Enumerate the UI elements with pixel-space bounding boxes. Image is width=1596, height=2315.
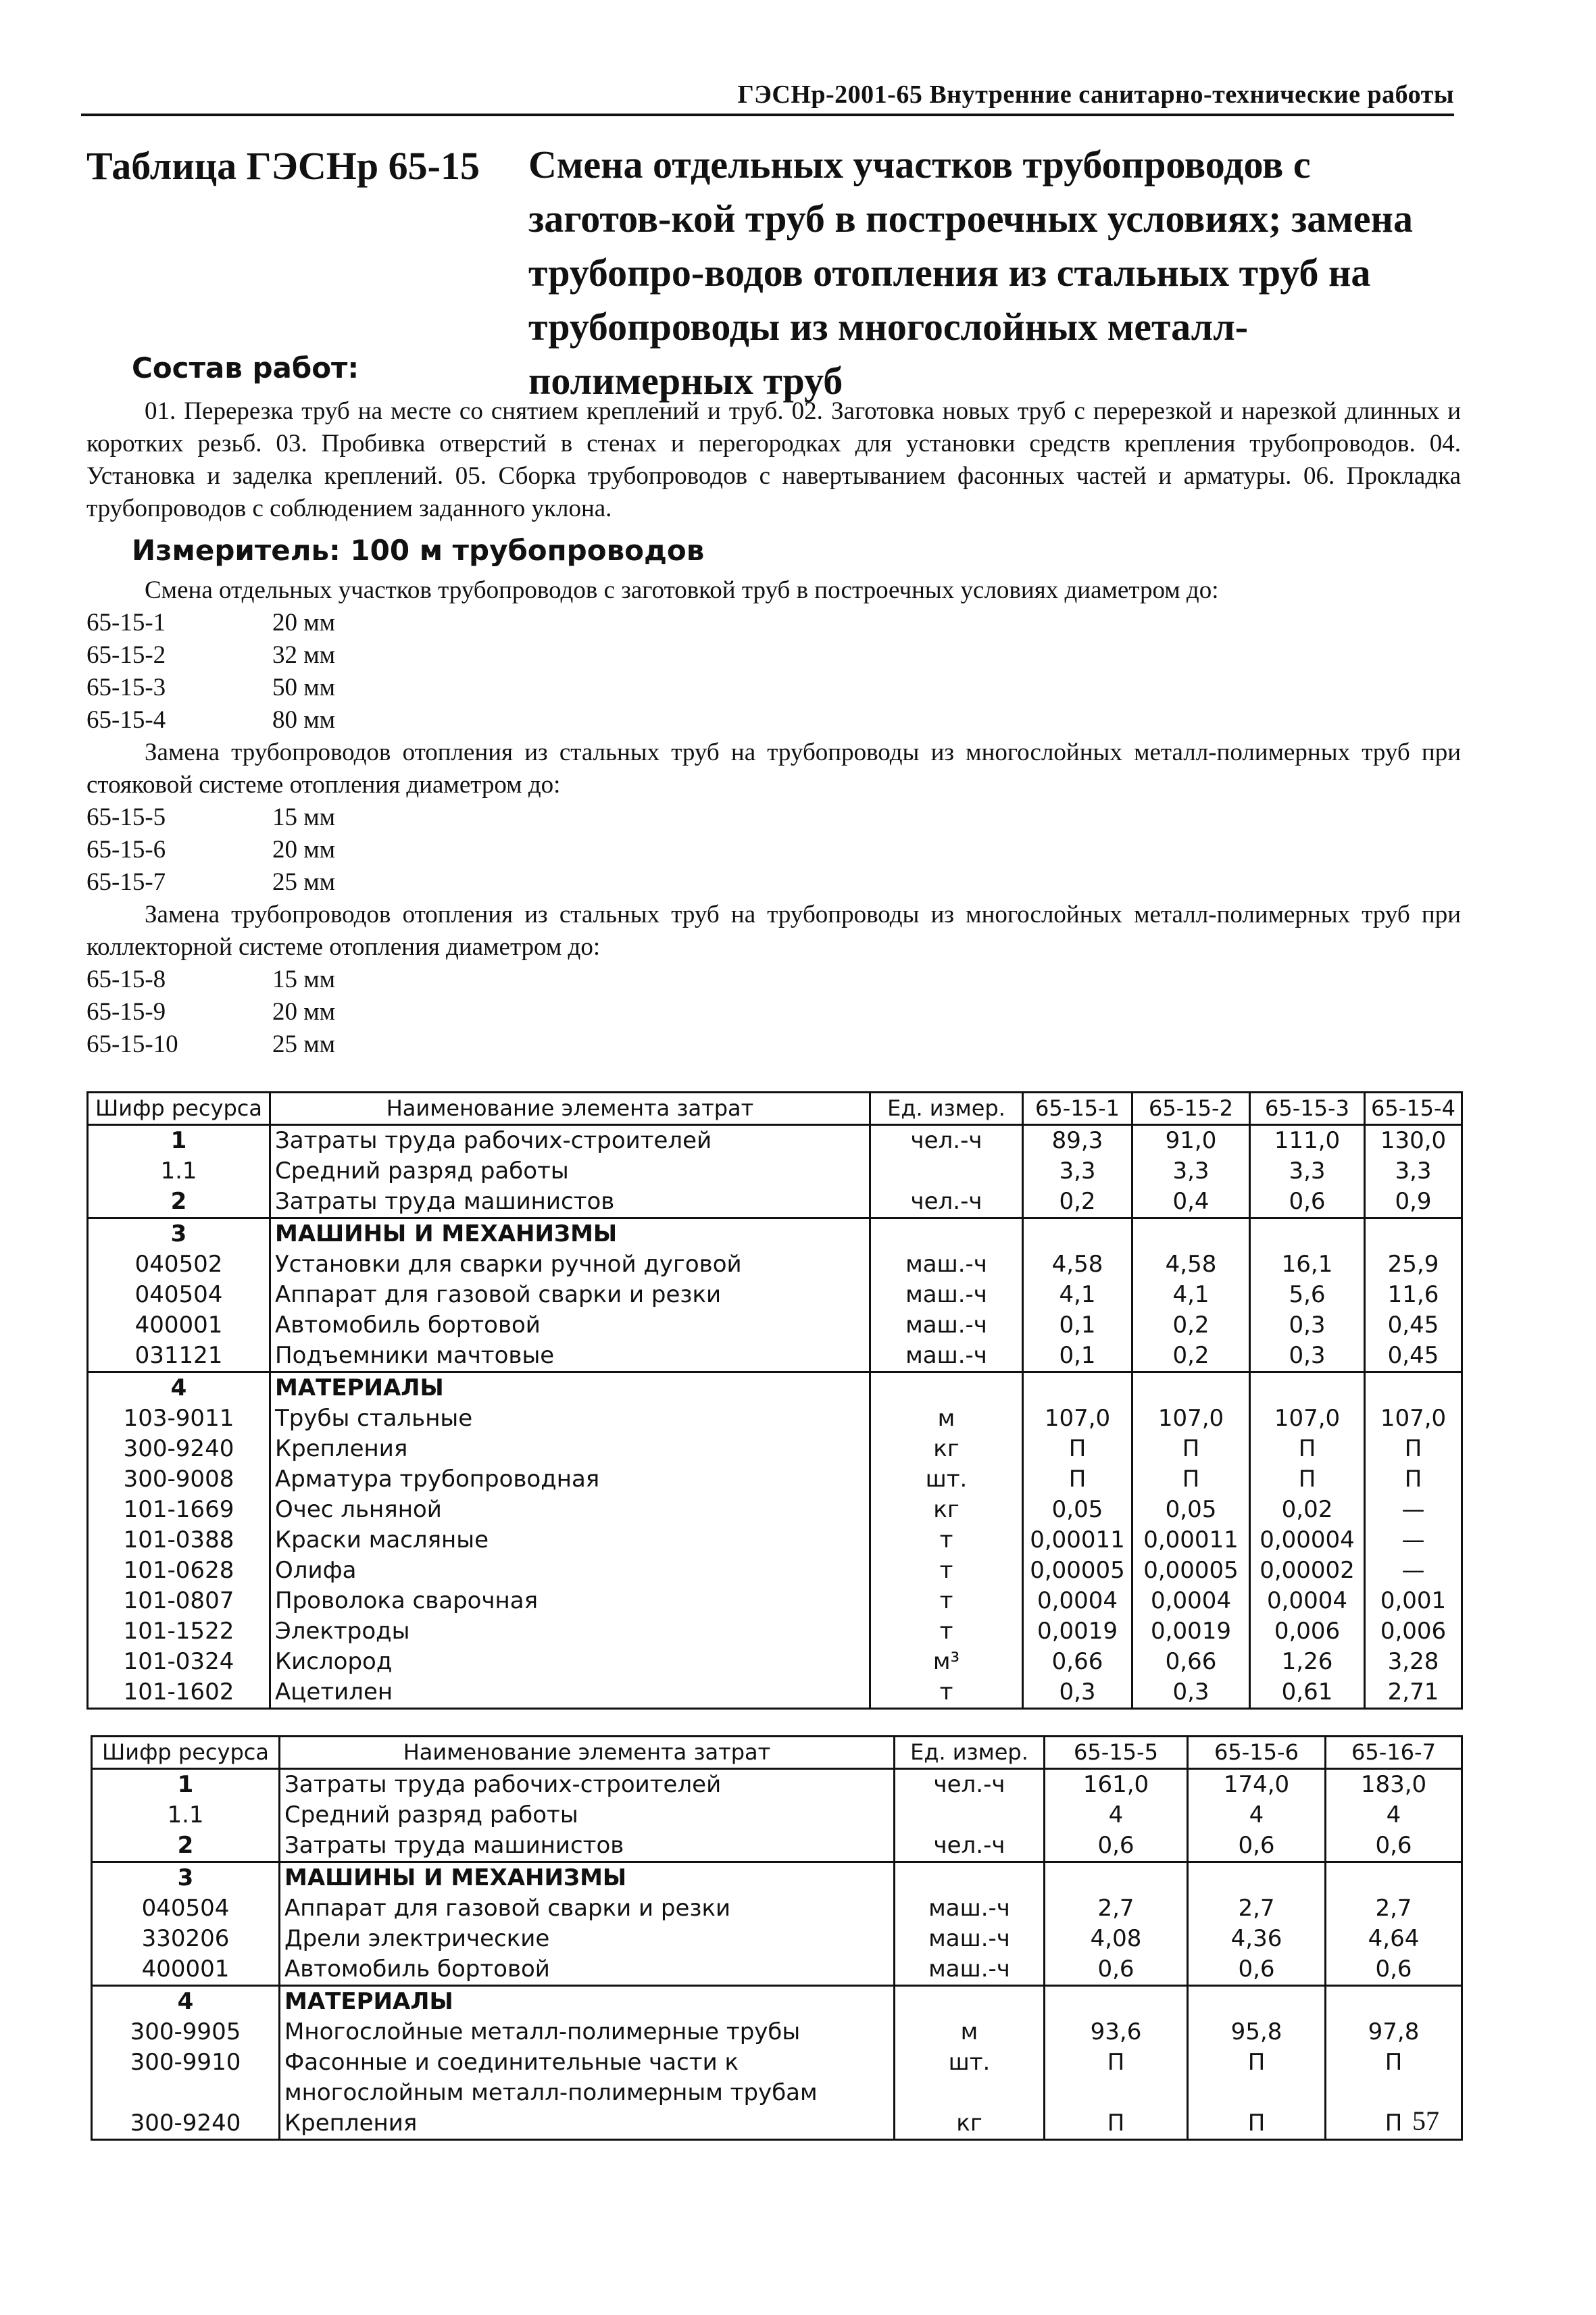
table-row <box>92 1769 1462 1801</box>
cell-value: 0,9 <box>1365 1187 1462 1218</box>
cell-unit <box>895 1800 1045 1831</box>
cell-name: Фасонные и соединительные части к многослойным металл-полимерным трубам <box>280 2047 895 2108</box>
cell-value <box>1250 1372 1365 1404</box>
cell-code: 040504 <box>92 1893 280 1924</box>
item-code: 65-15-9 <box>86 998 166 1026</box>
resource-table-2 <box>91 1735 1463 2141</box>
item-code: 65-15-8 <box>86 966 166 993</box>
cell-value: П <box>1326 2047 1462 2108</box>
list-item <box>86 964 335 996</box>
list-item <box>86 1028 335 1061</box>
cell-value: 0,3 <box>1250 1310 1365 1341</box>
cell-value: П <box>1365 1464 1462 1495</box>
cell-unit: маш.-ч <box>895 1893 1045 1924</box>
cell-value: 5,6 <box>1250 1280 1365 1310</box>
resource-table-1 <box>86 1091 1463 1710</box>
cell-value: 0,0004 <box>1250 1586 1365 1616</box>
table-row <box>88 1525 1462 1555</box>
cell-value: 4,64 <box>1326 1924 1462 1954</box>
cell-unit: кг <box>870 1495 1023 1525</box>
cell-value: 4,1 <box>1023 1280 1132 1310</box>
col-header: Шифр ресурса <box>92 1737 280 1769</box>
cell-value: 0,4 <box>1132 1187 1250 1218</box>
cell-value: 0,45 <box>1365 1341 1462 1372</box>
item-code: 65-15-5 <box>86 803 166 831</box>
cell-unit: м <box>895 2017 1045 2047</box>
item-code: 65-15-6 <box>86 836 166 864</box>
cell-value: 25,9 <box>1365 1249 1462 1280</box>
cell-value: 183,0 <box>1326 1769 1462 1801</box>
item-size: 32 мм <box>272 641 336 669</box>
cell-value: 130,0 <box>1365 1125 1462 1157</box>
cell-value: 0,0004 <box>1023 1586 1132 1616</box>
cell-value: 107,0 <box>1023 1403 1132 1434</box>
table-row <box>88 1310 1462 1341</box>
cell-unit: т <box>870 1586 1023 1616</box>
cell-name: Многослойные металл-полимерные трубы <box>280 2017 895 2047</box>
cell-name: Крепления <box>280 2108 895 2140</box>
cell-value <box>1326 1986 1462 2018</box>
item-size: 25 мм <box>272 1030 336 1058</box>
cell-code: 101-1602 <box>88 1677 270 1709</box>
cell-code: 4 <box>88 1372 270 1404</box>
cell-value <box>1365 1218 1462 1250</box>
table-row <box>88 1341 1462 1372</box>
cell-value: 0,6 <box>1326 1954 1462 1986</box>
cell-unit: кг <box>870 1434 1023 1464</box>
cell-value: 2,7 <box>1188 1893 1326 1924</box>
table-number: Таблица ГЭСНр 65-15 <box>86 144 480 188</box>
group-3-intro: Замена трубопроводов отопления из стальных труб на трубопроводы из многослойных металл-полимерных труб при коллекторной системе отопления диаметром до: <box>86 901 1461 961</box>
cell-unit <box>895 1862 1045 1894</box>
cell-unit: т <box>870 1616 1023 1647</box>
cell-name: Аппарат для газовой сварки и резки <box>270 1280 870 1310</box>
cell-unit: т <box>870 1555 1023 1586</box>
cell-value: 3,3 <box>1132 1156 1250 1187</box>
cell-value: 0,006 <box>1250 1616 1365 1647</box>
cell-value: 0,05 <box>1132 1495 1250 1525</box>
cell-value <box>1132 1218 1250 1250</box>
cell-value: 0,1 <box>1023 1341 1132 1372</box>
list-item <box>86 866 335 899</box>
table-row <box>92 1924 1462 1954</box>
cell-value: П <box>1132 1464 1250 1495</box>
cell-unit <box>870 1218 1023 1250</box>
cell-value: 4 <box>1188 1800 1326 1831</box>
cell-code: 101-0324 <box>88 1647 270 1677</box>
cell-code: 040502 <box>88 1249 270 1280</box>
table-row <box>88 1372 1462 1404</box>
item-size: 20 мм <box>272 836 336 864</box>
col-header: Ед. измер. <box>870 1093 1023 1125</box>
cell-value: 0,66 <box>1023 1647 1132 1677</box>
cell-value <box>1023 1372 1132 1404</box>
item-size: 15 мм <box>272 803 336 831</box>
table-row <box>92 1954 1462 1986</box>
item-code: 65-15-7 <box>86 868 166 896</box>
cell-value: 93,6 <box>1045 2017 1188 2047</box>
cell-value <box>1132 1372 1250 1404</box>
cell-value: П <box>1023 1464 1132 1495</box>
cell-unit: маш.-ч <box>895 1924 1045 1954</box>
col-header: 65-15-4 <box>1365 1093 1462 1125</box>
item-code: 65-15-10 <box>86 1030 178 1058</box>
cell-value <box>1023 1218 1132 1250</box>
cell-value: 0,0004 <box>1132 1586 1250 1616</box>
cell-value: 0,00004 <box>1250 1525 1365 1555</box>
cell-name: Подъемники мачтовые <box>270 1341 870 1372</box>
cell-value: 0,6 <box>1250 1187 1365 1218</box>
table-row <box>88 1434 1462 1464</box>
cell-code: 4 <box>92 1986 280 2018</box>
col-header: Ед. измер. <box>895 1737 1045 1769</box>
cell-name: Арматура трубопроводная <box>270 1464 870 1495</box>
cell-value <box>1188 1986 1326 2018</box>
cell-value: 111,0 <box>1250 1125 1365 1157</box>
table-row <box>88 1647 1462 1677</box>
cell-unit: маш.-ч <box>895 1954 1045 1986</box>
cell-value: 16,1 <box>1250 1249 1365 1280</box>
cell-value: П <box>1045 2047 1188 2108</box>
cell-value: 107,0 <box>1250 1403 1365 1434</box>
cell-unit: чел.-ч <box>870 1125 1023 1157</box>
cell-code: 3 <box>92 1862 280 1894</box>
cell-code: 101-1669 <box>88 1495 270 1525</box>
group-2-items <box>86 801 335 899</box>
item-size: 25 мм <box>272 868 336 896</box>
cell-name: Автомобиль бортовой <box>270 1310 870 1341</box>
list-item <box>86 639 335 672</box>
item-size: 20 мм <box>272 998 336 1026</box>
cell-value: 0,3 <box>1250 1341 1365 1372</box>
cell-value: 0,006 <box>1365 1616 1462 1647</box>
table-row <box>88 1403 1462 1434</box>
table-row <box>88 1495 1462 1525</box>
col-header: Наименование элемента затрат <box>270 1093 870 1125</box>
composition-heading: Состав работ: <box>132 351 359 384</box>
cell-value: 4,58 <box>1023 1249 1132 1280</box>
col-header: Наименование элемента затрат <box>280 1737 895 1769</box>
cell-value <box>1188 1862 1326 1894</box>
cell-value: — <box>1365 1525 1462 1555</box>
cell-value: 0,1 <box>1023 1310 1132 1341</box>
cell-value: 0,00005 <box>1132 1555 1250 1586</box>
cell-code: 300-9910 <box>92 2047 280 2108</box>
cell-unit: маш.-ч <box>870 1280 1023 1310</box>
cell-code: 101-0388 <box>88 1525 270 1555</box>
cell-name: Установки для сварки ручной дуговой <box>270 1249 870 1280</box>
cell-code: 3 <box>88 1218 270 1250</box>
table-row <box>88 1677 1462 1709</box>
cell-value: 0,6 <box>1326 1831 1462 1862</box>
cell-code: 300-9008 <box>88 1464 270 1495</box>
cell-value: 89,3 <box>1023 1125 1132 1157</box>
table-row <box>92 1862 1462 1894</box>
cell-code: 300-9240 <box>92 2108 280 2140</box>
table-row <box>88 1555 1462 1586</box>
table-row <box>88 1464 1462 1495</box>
item-size: 20 мм <box>272 609 336 637</box>
cell-value: 0,6 <box>1188 1831 1326 1862</box>
cell-value: 107,0 <box>1365 1403 1462 1434</box>
cell-value: П <box>1326 2108 1462 2140</box>
cell-value: 0,00011 <box>1132 1525 1250 1555</box>
cell-value: 1,26 <box>1250 1647 1365 1677</box>
cell-value: 0,05 <box>1023 1495 1132 1525</box>
cell-name: МАТЕРИАЛЫ <box>270 1372 870 1404</box>
cell-code: 101-0807 <box>88 1586 270 1616</box>
cell-value: 107,0 <box>1132 1403 1250 1434</box>
table-row <box>88 1156 1462 1187</box>
cell-value: 2,71 <box>1365 1677 1462 1709</box>
cell-value <box>1045 1862 1188 1894</box>
cell-value: 0,66 <box>1132 1647 1250 1677</box>
col-header: Шифр ресурса <box>88 1093 270 1125</box>
cell-name: Средний разряд работы <box>280 1800 895 1831</box>
cell-value: 95,8 <box>1188 2017 1326 2047</box>
table-row <box>88 1218 1462 1250</box>
item-size: 50 мм <box>272 674 336 701</box>
cell-value: 2,7 <box>1326 1893 1462 1924</box>
cell-value: 91,0 <box>1132 1125 1250 1157</box>
cell-value: 0,3 <box>1023 1677 1132 1709</box>
cell-value: П <box>1045 2108 1188 2140</box>
cell-code: 400001 <box>92 1954 280 1986</box>
cell-name: Затраты труда рабочих-строителей <box>270 1125 870 1157</box>
measure-heading: Измеритель: 100 м трубопроводов <box>132 534 705 567</box>
cell-name: Кислород <box>270 1647 870 1677</box>
cell-name: Затраты труда машинистов <box>270 1187 870 1218</box>
table-header-row <box>92 1737 1462 1769</box>
cell-code: 400001 <box>88 1310 270 1341</box>
cell-name: Крепления <box>270 1434 870 1464</box>
cell-value: 4 <box>1326 1800 1462 1831</box>
cell-name: МАТЕРИАЛЫ <box>280 1986 895 2018</box>
cell-name: Автомобиль бортовой <box>280 1954 895 1986</box>
cell-value: 4 <box>1045 1800 1188 1831</box>
table-row <box>92 2108 1462 2140</box>
cell-unit: маш.-ч <box>870 1249 1023 1280</box>
cell-value: 0,00005 <box>1023 1555 1132 1586</box>
cell-value: 4,08 <box>1045 1924 1188 1954</box>
cell-code: 300-9905 <box>92 2017 280 2047</box>
cell-code: 2 <box>88 1187 270 1218</box>
list-item <box>86 672 335 704</box>
cell-value: 0,0019 <box>1132 1616 1250 1647</box>
col-header: 65-15-6 <box>1188 1737 1326 1769</box>
cell-value: — <box>1365 1555 1462 1586</box>
cell-value: 97,8 <box>1326 2017 1462 2047</box>
cell-name: Электроды <box>270 1616 870 1647</box>
cell-unit: маш.-ч <box>870 1341 1023 1372</box>
cell-name: Ацетилен <box>270 1677 870 1709</box>
cell-code: 101-1522 <box>88 1616 270 1647</box>
cell-value: 161,0 <box>1045 1769 1188 1801</box>
group-3-items <box>86 964 335 1061</box>
table-row <box>92 1893 1462 1924</box>
cell-value: 0,3 <box>1132 1677 1250 1709</box>
col-header: 65-15-5 <box>1045 1737 1188 1769</box>
cell-value: П <box>1188 2047 1326 2108</box>
cell-value: 0,0019 <box>1023 1616 1132 1647</box>
table-header-row <box>88 1093 1462 1125</box>
cell-unit: м³ <box>870 1647 1023 1677</box>
cell-unit <box>895 1986 1045 2018</box>
cell-name: Дрели электрические <box>280 1924 895 1954</box>
cell-unit: маш.-ч <box>870 1310 1023 1341</box>
cell-code: 101-0628 <box>88 1555 270 1586</box>
table-title: Смена отдельных участков трубопроводов с заготов-кой труб в построечных условиях; замена трубопро-водов отопления из стальных труб на трубопроводы из многослойных металл-полимерных труб <box>528 143 1413 403</box>
group-2-intro: Замена трубопроводов отопления из стальных труб на трубопроводы из многослойных металл-полимерных труб при стояковой системе отопления диаметром до: <box>86 739 1461 799</box>
cell-value: 4,1 <box>1132 1280 1250 1310</box>
cell-name: Краски масляные <box>270 1525 870 1555</box>
list-item <box>86 801 335 834</box>
cell-value: П <box>1023 1434 1132 1464</box>
table-row <box>88 1586 1462 1616</box>
cell-value: 0,6 <box>1045 1954 1188 1986</box>
cell-unit: шт. <box>895 2047 1045 2108</box>
cell-code: 300-9240 <box>88 1434 270 1464</box>
cell-code: 040504 <box>88 1280 270 1310</box>
cell-value: 0,61 <box>1250 1677 1365 1709</box>
cell-value: 3,3 <box>1250 1156 1365 1187</box>
cell-value: 2,7 <box>1045 1893 1188 1924</box>
list-item <box>86 704 335 737</box>
cell-unit: шт. <box>870 1464 1023 1495</box>
cell-value: 3,3 <box>1023 1156 1132 1187</box>
item-code: 65-15-4 <box>86 706 166 734</box>
cell-value: 11,6 <box>1365 1280 1462 1310</box>
cell-value: 4,58 <box>1132 1249 1250 1280</box>
table-row <box>92 1800 1462 1831</box>
table-row <box>88 1616 1462 1647</box>
cell-value <box>1365 1372 1462 1404</box>
cell-name: Затраты труда рабочих-строителей <box>280 1769 895 1801</box>
table-row <box>88 1249 1462 1280</box>
list-item <box>86 996 335 1028</box>
cell-value <box>1045 1986 1188 2018</box>
cell-code: 1.1 <box>88 1156 270 1187</box>
col-header: 65-15-1 <box>1023 1093 1132 1125</box>
cell-value: 0,6 <box>1188 1954 1326 1986</box>
group-1-intro: Смена отдельных участков трубопроводов с заготовкой труб в построечных условиях диаметром до: <box>145 576 1219 604</box>
cell-name: Олифа <box>270 1555 870 1586</box>
cell-value: П <box>1250 1464 1365 1495</box>
cell-code: 330206 <box>92 1924 280 1954</box>
item-code: 65-15-3 <box>86 674 166 701</box>
cell-value <box>1326 1862 1462 1894</box>
table-row <box>88 1280 1462 1310</box>
cell-name: Проволока сварочная <box>270 1586 870 1616</box>
cell-name: МАШИНЫ И МЕХАНИЗМЫ <box>270 1218 870 1250</box>
cell-value: 0,001 <box>1365 1586 1462 1616</box>
cell-value: 0,2 <box>1132 1310 1250 1341</box>
table-row <box>88 1187 1462 1218</box>
table-row <box>92 1831 1462 1862</box>
item-code: 65-15-1 <box>86 609 166 637</box>
cell-value: 0,02 <box>1250 1495 1365 1525</box>
cell-value: 3,28 <box>1365 1647 1462 1677</box>
cell-name: Аппарат для газовой сварки и резки <box>280 1893 895 1924</box>
composition-text: 01. Перерезка труб на месте со снятием креплений и труб. 02. Заготовка новых труб с перерезкой и нарезкой длинных и коротких резьб. 03. Пробивка отверстий в стенах и перегородках для установки средств крепления трубопроводов. 04. Установка и заделка креплений. 05. Сборка трубопроводов с навертыванием фасонных частей и арматуры. 06. Прокладка трубопроводов с соблюдением заданного уклона. <box>86 397 1461 522</box>
cell-value: 0,00002 <box>1250 1555 1365 1586</box>
cell-value: 4,36 <box>1188 1924 1326 1954</box>
list-item <box>86 834 335 866</box>
item-size: 80 мм <box>272 706 336 734</box>
cell-unit: т <box>870 1525 1023 1555</box>
cell-value: — <box>1365 1495 1462 1525</box>
cell-unit: м <box>870 1403 1023 1434</box>
cell-value: П <box>1250 1434 1365 1464</box>
cell-value: П <box>1365 1434 1462 1464</box>
cell-value <box>1250 1218 1365 1250</box>
cell-name: Средний разряд работы <box>270 1156 870 1187</box>
cell-value: 0,45 <box>1365 1310 1462 1341</box>
cell-value: 0,2 <box>1132 1341 1250 1372</box>
table-row <box>88 1125 1462 1157</box>
cell-name: Трубы стальные <box>270 1403 870 1434</box>
cell-value: 0,6 <box>1045 1831 1188 1862</box>
item-code: 65-15-2 <box>86 641 166 669</box>
table-row <box>92 2017 1462 2047</box>
cell-value: П <box>1132 1434 1250 1464</box>
cell-code: 2 <box>92 1831 280 1862</box>
cell-code: 103-9011 <box>88 1403 270 1434</box>
cell-unit <box>870 1156 1023 1187</box>
cell-unit: чел.-ч <box>870 1187 1023 1218</box>
cell-unit <box>870 1372 1023 1404</box>
item-size: 15 мм <box>272 966 336 993</box>
list-item <box>86 607 335 639</box>
cell-unit: кг <box>895 2108 1045 2140</box>
group-1-items <box>86 607 335 737</box>
cell-unit: чел.-ч <box>895 1831 1045 1862</box>
cell-name: Затраты труда машинистов <box>280 1831 895 1862</box>
cell-unit: чел.-ч <box>895 1769 1045 1801</box>
cell-value: П <box>1188 2108 1326 2140</box>
running-head: ГЭСНр-2001-65 Внутренние санитарно-технические работы <box>81 80 1454 116</box>
cell-name: Очес льняной <box>270 1495 870 1525</box>
cell-code: 1.1 <box>92 1800 280 1831</box>
cell-unit: т <box>870 1677 1023 1709</box>
cell-value: 174,0 <box>1188 1769 1326 1801</box>
col-header: 65-16-7 <box>1326 1737 1462 1769</box>
page-number: 57 <box>1412 2106 1439 2136</box>
cell-value: 0,00011 <box>1023 1525 1132 1555</box>
cell-code: 031121 <box>88 1341 270 1372</box>
col-header: 65-15-2 <box>1132 1093 1250 1125</box>
table-row <box>92 2047 1462 2108</box>
cell-value: 0,2 <box>1023 1187 1132 1218</box>
col-header: 65-15-3 <box>1250 1093 1365 1125</box>
cell-value: 3,3 <box>1365 1156 1462 1187</box>
cell-name: МАШИНЫ И МЕХАНИЗМЫ <box>280 1862 895 1894</box>
table-row <box>92 1986 1462 2018</box>
cell-code: 1 <box>88 1125 270 1157</box>
cell-code: 1 <box>92 1769 280 1801</box>
